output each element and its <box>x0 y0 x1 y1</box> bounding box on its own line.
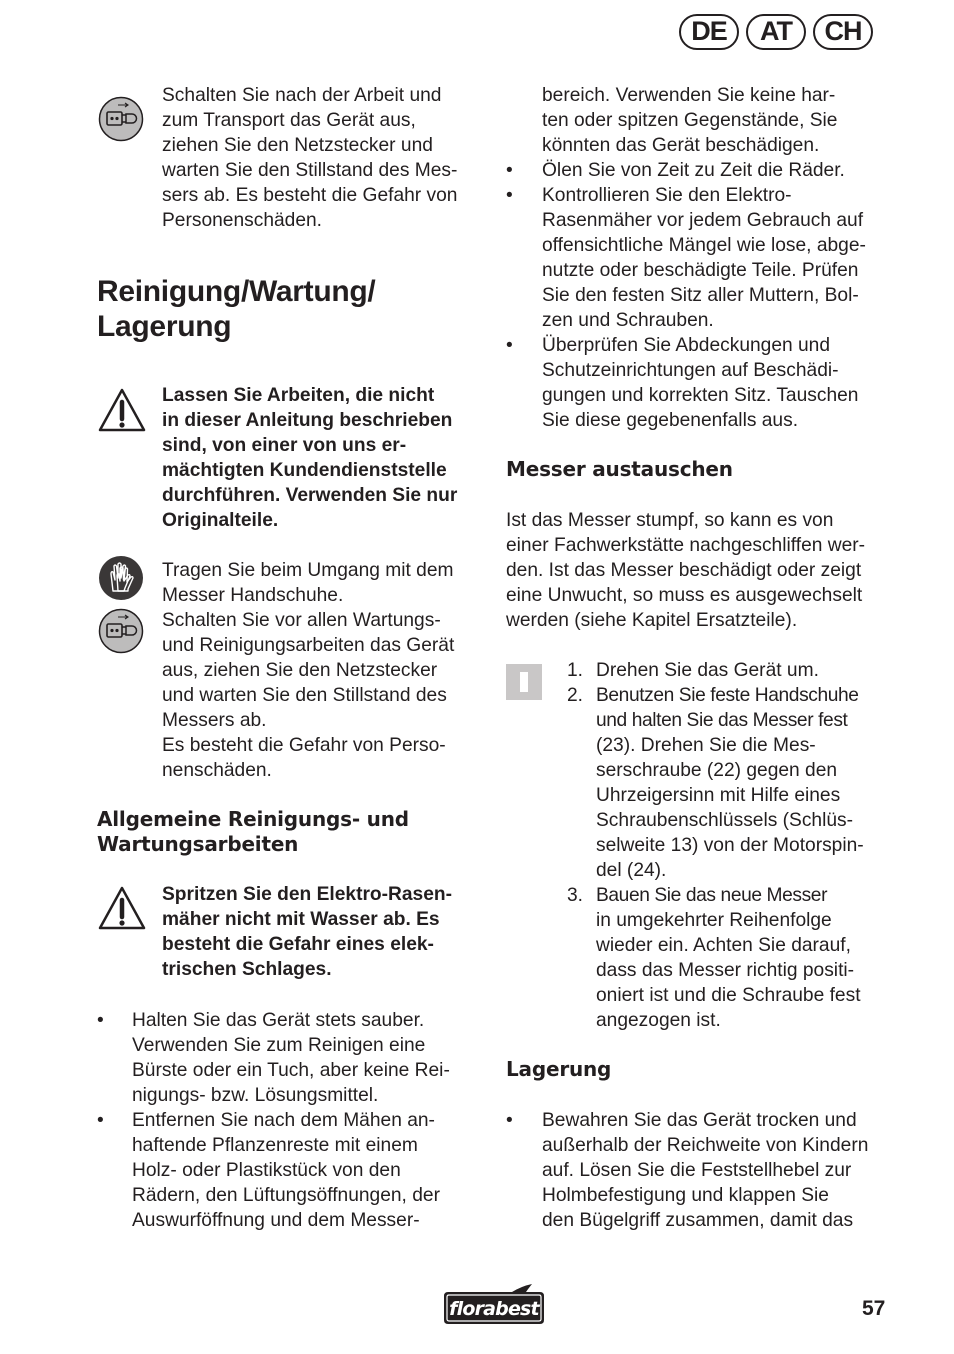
bullet-keep-clean <box>132 1008 450 1108</box>
text-line: Schraubenschlüssels (Schlüs- <box>596 810 854 831</box>
text-line: und halten Sie das Messer fest <box>596 710 848 731</box>
text-line: zen und Schrauben. <box>542 310 714 331</box>
text-line: sind, von einer von uns er- <box>162 435 407 456</box>
warning-repairs-text <box>162 383 457 533</box>
text-line: und warten Sie den Stillstand des <box>162 685 447 706</box>
text-line: einer Fachwerkstätte nachgeschliffen wer- <box>506 535 866 556</box>
text-line: werden (siehe Kapitel Ersatzteile). <box>506 610 798 631</box>
text-line: Holz- oder Plastikstück von den <box>132 1160 401 1181</box>
country-badge-at: AT <box>746 14 806 50</box>
text-line: Halten Sie das Gerät stets sauber. <box>132 1010 425 1031</box>
subheading-general-cleaning <box>97 807 409 857</box>
text-line: in dieser Anleitung beschrieben <box>162 410 453 431</box>
warning-water-text <box>162 882 452 982</box>
text-line: Holmbefestigung und klappen Sie <box>542 1185 829 1206</box>
text-line: Verwenden Sie zum Reinigen eine <box>132 1035 426 1056</box>
text-line: Schalten Sie nach der Arbeit und <box>162 85 442 106</box>
text-line: Überprüfen Sie Abdeckungen und <box>542 335 831 356</box>
text-line: könnten das Gerät beschädigen. <box>542 135 820 156</box>
text-line: Uhrzeigersinn mit Hilfe eines <box>596 785 841 806</box>
gloves-unplug-paragraph <box>162 558 454 783</box>
step-3-text <box>596 883 861 1033</box>
text-line: Schalten Sie vor allen Wartungs- <box>162 610 441 631</box>
warning-icon <box>98 886 146 930</box>
text-line: Sie diese gegebenenfalls aus. <box>542 410 799 431</box>
text-line: trischen Schlages. <box>162 959 332 980</box>
text-line: Bewahren Sie das Gerät trocken und <box>542 1110 857 1131</box>
text-line: nigungs- bzw. Lösungsmittel. <box>132 1085 379 1106</box>
text-line: sers ab. Es besteht die Gefahr von <box>162 185 458 206</box>
intro-paragraph <box>162 83 457 233</box>
text-line: und Reinigungsarbeiten das Gerät <box>162 635 455 656</box>
step-number: 2. <box>567 685 584 706</box>
text-line: (23). Drehen Sie die Mes- <box>596 735 816 756</box>
text-line: Tragen Sie beim Umgang mit dem <box>162 560 454 581</box>
text-line: den. Ist das Messer beschädigt oder zeigt <box>506 560 862 581</box>
text-line: del (24). <box>596 860 667 881</box>
bullet-remove-residue <box>132 1108 440 1233</box>
unplug-icon <box>98 96 144 142</box>
page-number: 57 <box>862 1297 886 1320</box>
bullet-marker: • <box>506 160 513 181</box>
text-line: Personenschäden. <box>162 210 323 231</box>
text-line: Benutzen Sie feste Handschuhe <box>596 685 859 706</box>
bullet-storage <box>542 1108 868 1233</box>
bullet-marker: • <box>97 1010 104 1031</box>
section-title <box>97 274 375 344</box>
text-line: Kontrollieren Sie den Elektro- <box>542 185 792 206</box>
text-line: ziehen Sie den Netzstecker und <box>162 135 433 156</box>
bullet-marker: • <box>506 1110 513 1131</box>
text-line: eine Unwucht, so muss es ausgewechselt <box>506 585 863 606</box>
text-line: Sie den festen Sitz aller Muttern, Bol- <box>542 285 859 306</box>
text-line: Es besteht die Gefahr von Perso- <box>162 735 446 756</box>
bullet-continuation <box>542 83 837 158</box>
subheading-line: Wartungsarbeiten <box>97 832 299 856</box>
text-line: offensichtliche Mängel wie lose, abge- <box>542 235 866 256</box>
subheading-storage: Lagerung <box>506 1057 612 1081</box>
text-line: aus, ziehen Sie den Netzstecker <box>162 660 438 681</box>
text-line: serschraube (22) gegen den <box>596 760 838 781</box>
text-line: auf. Lösen Sie die Feststellhebel zur <box>542 1160 852 1181</box>
step-2-text <box>596 683 864 883</box>
bullet-marker: • <box>506 185 513 206</box>
brand-name: florabest <box>449 1298 539 1320</box>
step-number: 3. <box>567 885 584 906</box>
florabest-logo <box>440 1282 548 1326</box>
step-1-text <box>596 658 819 683</box>
bullet-inspect-mower <box>542 183 866 333</box>
text-line: Entfernen Sie nach dem Mähen an- <box>132 1110 435 1131</box>
text-line: Bauen Sie das neue Messer <box>596 885 828 906</box>
text-line: Schutzeinrichtungen auf Beschädi- <box>542 360 839 381</box>
text-line: mäher nicht mit Wasser ab. Es <box>162 909 440 930</box>
text-line: bereich. Verwenden Sie keine har- <box>542 85 836 106</box>
text-line: Auswurföffnung und dem Messer- <box>132 1210 420 1231</box>
text-line: oniert ist und die Schraube fest <box>596 985 861 1006</box>
text-line: dass das Messer richtig positi- <box>596 960 855 981</box>
country-badge-ch: CH <box>813 14 873 50</box>
text-line: haftende Pflanzenreste mit einem <box>132 1135 418 1156</box>
replace-blade-paragraph <box>506 508 865 633</box>
text-line: zum Transport das Gerät aus, <box>162 110 416 131</box>
title-line: Reinigung/Wartung/ <box>97 275 376 308</box>
info-marker-icon <box>506 664 542 700</box>
text-line: Drehen Sie das Gerät um. <box>596 660 819 681</box>
text-line: Lassen Sie Arbeiten, die nicht <box>162 385 435 406</box>
subheading-line: Allgemeine Reinigungs- und <box>97 807 409 831</box>
text-line: durchführen. Verwenden Sie nur <box>162 485 458 506</box>
text-line: Ölen Sie von Zeit zu Zeit die Räder. <box>542 160 845 181</box>
text-line: den Bügelgriff zusammen, damit das <box>542 1210 854 1231</box>
text-line: Rasenmäher vor jedem Gebrauch auf <box>542 210 864 231</box>
step-number: 1. <box>567 660 584 681</box>
text-line: mächtigten Kundendienststelle <box>162 460 447 481</box>
text-line: wieder ein. Achten Sie darauf, <box>596 935 851 956</box>
text-line: Bürste oder ein Tuch, aber keine Rei- <box>132 1060 450 1081</box>
text-line: außerhalb der Reichweite von Kindern <box>542 1135 869 1156</box>
bullet-oil-wheels <box>542 158 845 183</box>
bullet-marker: • <box>506 335 513 356</box>
bullet-check-covers <box>542 333 858 433</box>
text-line: Originalteile. <box>162 510 279 531</box>
text-line: besteht die Gefahr eines elek- <box>162 934 434 955</box>
subheading-replace-blade: Messer austauschen <box>506 457 733 481</box>
warning-icon <box>98 388 146 432</box>
unplug-icon <box>98 608 144 654</box>
text-line: selweite 13) von der Motorspin- <box>596 835 864 856</box>
text-line: ten oder spitzen Gegenstände, Sie <box>542 110 838 131</box>
text-line: Spritzen Sie den Elektro-Rasen- <box>162 884 453 905</box>
country-badge-de: DE <box>679 14 739 50</box>
gloves-icon <box>98 555 144 601</box>
country-badges <box>679 14 873 50</box>
text-line: angezogen ist. <box>596 1010 721 1031</box>
text-line: nenschäden. <box>162 760 272 781</box>
text-line: nutzte oder beschädigte Teile. Prüfen <box>542 260 859 281</box>
text-line: Rädern, den Lüftungsöffnungen, der <box>132 1185 440 1206</box>
text-line: Ist das Messer stumpf, so kann es von <box>506 510 834 531</box>
title-line: Lagerung <box>97 310 232 343</box>
text-line: Messer Handschuhe. <box>162 585 344 606</box>
bullet-marker: • <box>97 1110 104 1131</box>
text-line: gungen und korrekten Sitz. Tauschen <box>542 385 859 406</box>
text-line: in umgekehrter Reihenfolge <box>596 910 832 931</box>
text-line: warten Sie den Stillstand des Mes- <box>162 160 458 181</box>
text-line: Messers ab. <box>162 710 267 731</box>
